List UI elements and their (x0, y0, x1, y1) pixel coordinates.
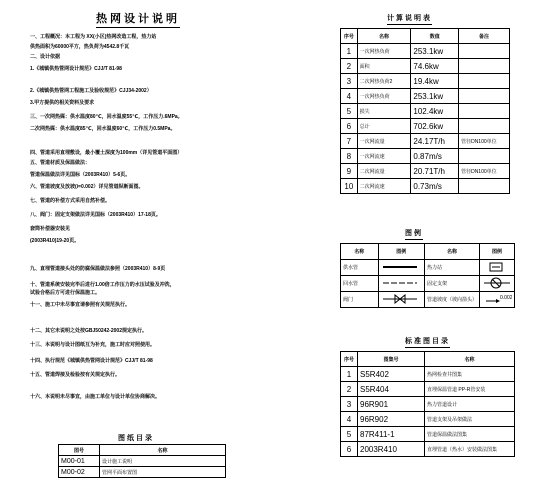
legend-title: 图例 (405, 228, 423, 240)
report-row-note (459, 149, 510, 164)
drawings-table (58, 444, 226, 478)
table-row (341, 164, 510, 179)
table-row (341, 89, 510, 104)
report-header-name: 名称 (357, 29, 411, 44)
report-row-note (459, 119, 510, 134)
report-row-note: 管径DN100单位 (459, 164, 510, 179)
report-row-name: 一次网热负荷 (357, 44, 411, 59)
design-line: 1.《城镇供热管网设计规范》CJJ/T 81-98 (30, 66, 122, 72)
legend-name: 热力站 (424, 260, 479, 276)
design-line: 十三、本说明与设计图纸互为补充，施工时应对照使用。 (30, 342, 156, 348)
design-line: 二、设计依据 (30, 54, 61, 60)
table-row (341, 382, 515, 397)
table-row (341, 134, 510, 149)
standard-row-number: 6 (341, 442, 358, 457)
table-row (341, 367, 515, 382)
table-row (341, 44, 510, 59)
report-row-number: 10 (341, 179, 358, 194)
report-row-note: 管径DN100单位 (459, 134, 510, 149)
standard-row-number: 2 (341, 382, 358, 397)
design-line: 九、直埋管道接头处的防腐保温做法参照（2003R410）8-9页 (30, 266, 166, 272)
station-symbol (480, 260, 515, 276)
valve-symbol (378, 292, 424, 308)
table-row (59, 467, 226, 478)
standards-header-name: 名称 (425, 352, 515, 367)
drawing-name: 管网平面布置图 (100, 467, 226, 478)
report-row-name: 二次网流量 (357, 164, 411, 179)
legend-header-name-2: 名称 (424, 244, 479, 260)
design-line: 十四、执行规范《城镇供热管网设计规范》CJJ/T 81-98 (30, 358, 153, 364)
report-row-name: 总计 (357, 119, 411, 134)
report-header-no: 序号 (341, 29, 358, 44)
legend-name: 固定支架 (424, 276, 479, 292)
drawing-name: 设计施工说明 (100, 456, 226, 467)
standard-row-name: 直埋保温管道 PP-R管安装 (425, 382, 515, 397)
design-line: 套筒补偿器安装见 (30, 226, 71, 232)
report-row-name: 二次网热负荷2 (357, 74, 411, 89)
standard-row-code: S5R404 (358, 382, 425, 397)
report-row-number: 7 (341, 134, 358, 149)
report-row-value: 0.73m/s (411, 179, 459, 194)
drawings-header-code: 图号 (59, 445, 100, 456)
report-header-note: 备注 (459, 29, 510, 44)
report-row-value: 253.1kw (411, 89, 459, 104)
report-row-number: 3 (341, 74, 358, 89)
report-row-number: 1 (341, 44, 358, 59)
legend-table (340, 243, 515, 308)
anchor-symbol (480, 276, 515, 292)
standard-row-code: 96R902 (358, 412, 425, 427)
legend-name: 供水管 (341, 260, 379, 276)
report-row-name: 一次网热负荷 (357, 89, 411, 104)
report-row-note (459, 44, 510, 59)
standard-row-name: 直埋管道（热水）安装做法图集 (425, 442, 515, 457)
drawings-header-name: 名称 (100, 445, 226, 456)
report-row-value: 0.87m/s (411, 149, 459, 164)
report-row-value: 702.6kw (411, 119, 459, 134)
report-row-name: 二次网流速 (357, 179, 411, 194)
legend-header-symbol-2: 图例 (480, 244, 515, 260)
report-row-note (459, 74, 510, 89)
table-row (341, 397, 515, 412)
report-row-note (459, 179, 510, 194)
table-row (341, 74, 510, 89)
legend-name: 回水管 (341, 276, 379, 292)
table-row (341, 442, 515, 457)
standard-row-name: 管道保温做法图集 (425, 427, 515, 442)
design-line: 十六、本说明未尽事宜，由施工单位与设计单位协商解决。 (30, 394, 161, 400)
report-row-name: 一次网流量 (357, 134, 411, 149)
report-row-value: 74.6kw (411, 59, 459, 74)
report-row-number: 4 (341, 89, 358, 104)
report-row-value: 20.71T/h (411, 164, 459, 179)
report-table (340, 28, 510, 194)
design-line: 3.甲方提供的相关资料及要求 (30, 100, 95, 106)
report-row-name: 面积 (357, 59, 411, 74)
design-line: 六、管道坡度及放坡(i=0.002）详见管道纵断面图。 (30, 184, 144, 190)
table-row (341, 119, 510, 134)
design-line: 管道保温做法详见国标（2003R410）5-6页。 (30, 172, 131, 178)
standard-row-name: 管道支架及吊架做法 (425, 412, 515, 427)
table-row (341, 260, 515, 276)
table-row (341, 59, 510, 74)
design-line: 十五、管道焊接及检验按有关规定执行。 (30, 372, 121, 378)
standards-header-code: 图集号 (358, 352, 425, 367)
report-row-value: 253.1kw (411, 44, 459, 59)
standards-table (340, 351, 515, 457)
report-row-name: 损失 (357, 104, 411, 119)
table-row (341, 292, 515, 308)
report-row-value: 102.4kw (411, 104, 459, 119)
standard-row-code: 96R901 (358, 397, 425, 412)
table-row (341, 179, 510, 194)
design-line: 四、管道采用直埋敷设，最小覆土深度为100mm（详见管道平面图） (30, 150, 183, 156)
drawing-code: M00-02 (59, 467, 100, 478)
design-line: 供热面积为60000平方，热负荷为4542.8千瓦 (30, 44, 130, 50)
design-line: 一、工程概况：本工程为 XX(小区)热网改造工程，热力站 (30, 34, 157, 40)
design-line: 十、管道系统安装完毕后进行1.00倍工作压力的水压试验及冲洗， (30, 282, 175, 288)
standard-row-code: 87R411-1 (358, 427, 425, 442)
design-line: 十一、施工中未尽事宜请参照有关规范执行。 (30, 302, 131, 308)
standard-row-number: 3 (341, 397, 358, 412)
report-row-note (459, 104, 510, 119)
report-row-note (459, 89, 510, 104)
report-row-number: 2 (341, 59, 358, 74)
slope-value: 0.002 (500, 294, 512, 301)
design-line: 三、一次网热媒：供水温度80℃，回水温度55℃，工作压力.6MPa。 (30, 114, 183, 120)
report-row-number: 6 (341, 119, 358, 134)
legend-header-name: 名称 (341, 244, 379, 260)
drawing-code: M00-01 (59, 456, 100, 467)
table-row (59, 456, 226, 467)
design-line: 七、管道的补偿方式采用自然补偿。 (30, 198, 111, 204)
report-row-number: 9 (341, 164, 358, 179)
report-header-value: 数值 (411, 29, 459, 44)
report-title: 计算说明表 (387, 13, 432, 25)
table-row (341, 104, 510, 119)
design-line: 二次网热媒：供水温度85℃，回水温度60℃，工作压力0.5MPa。 (30, 126, 176, 132)
legend-name: 阀门 (341, 292, 379, 308)
standard-row-name: 热网检查井图集 (425, 367, 515, 382)
report-row-number: 5 (341, 104, 358, 119)
report-row-name: 一次网流速 (357, 149, 411, 164)
standard-row-name: 热力管道设计 (425, 397, 515, 412)
design-line: 十二、其它未说明之处按GBJ50242-2002规定执行。 (30, 328, 147, 334)
legend-name: 管道坡度（坡向箭头） (424, 292, 479, 308)
report-row-number: 8 (341, 149, 358, 164)
table-row (341, 427, 515, 442)
supply-pipe-symbol (378, 260, 424, 276)
standard-row-code: S5R402 (358, 367, 425, 382)
report-row-value: 19.4kw (411, 74, 459, 89)
table-row (341, 276, 515, 292)
report-row-value: 24.17T/h (411, 134, 459, 149)
slope-symbol (480, 292, 515, 308)
table-row (341, 412, 515, 427)
legend-header-symbol: 图例 (378, 244, 424, 260)
table-row (341, 149, 510, 164)
report-row-note (459, 59, 510, 74)
design-line: 试验合格后方可进行保温施工。 (30, 290, 101, 296)
drawings-title: 图纸目录 (118, 433, 154, 445)
return-pipe-symbol (378, 276, 424, 292)
design-line: 五、管道材质及保温做法： (30, 160, 91, 166)
standard-row-number: 1 (341, 367, 358, 382)
standard-row-number: 5 (341, 427, 358, 442)
design-line: 2.《城镇供热管网工程施工及验收规范》CJJ34-2002） (30, 88, 152, 94)
design-line: 八、阀门：固定支架做法详见国标（2003R410）17-18页。 (30, 212, 161, 218)
design-title: 热网设计说明 (96, 10, 180, 28)
standards-header-no: 序号 (341, 352, 358, 367)
standard-row-code: 2003R410 (358, 442, 425, 457)
standard-row-number: 4 (341, 412, 358, 427)
design-line: (2003R410)19-20页。 (30, 238, 80, 244)
standards-title: 标准图目录 (405, 336, 450, 348)
